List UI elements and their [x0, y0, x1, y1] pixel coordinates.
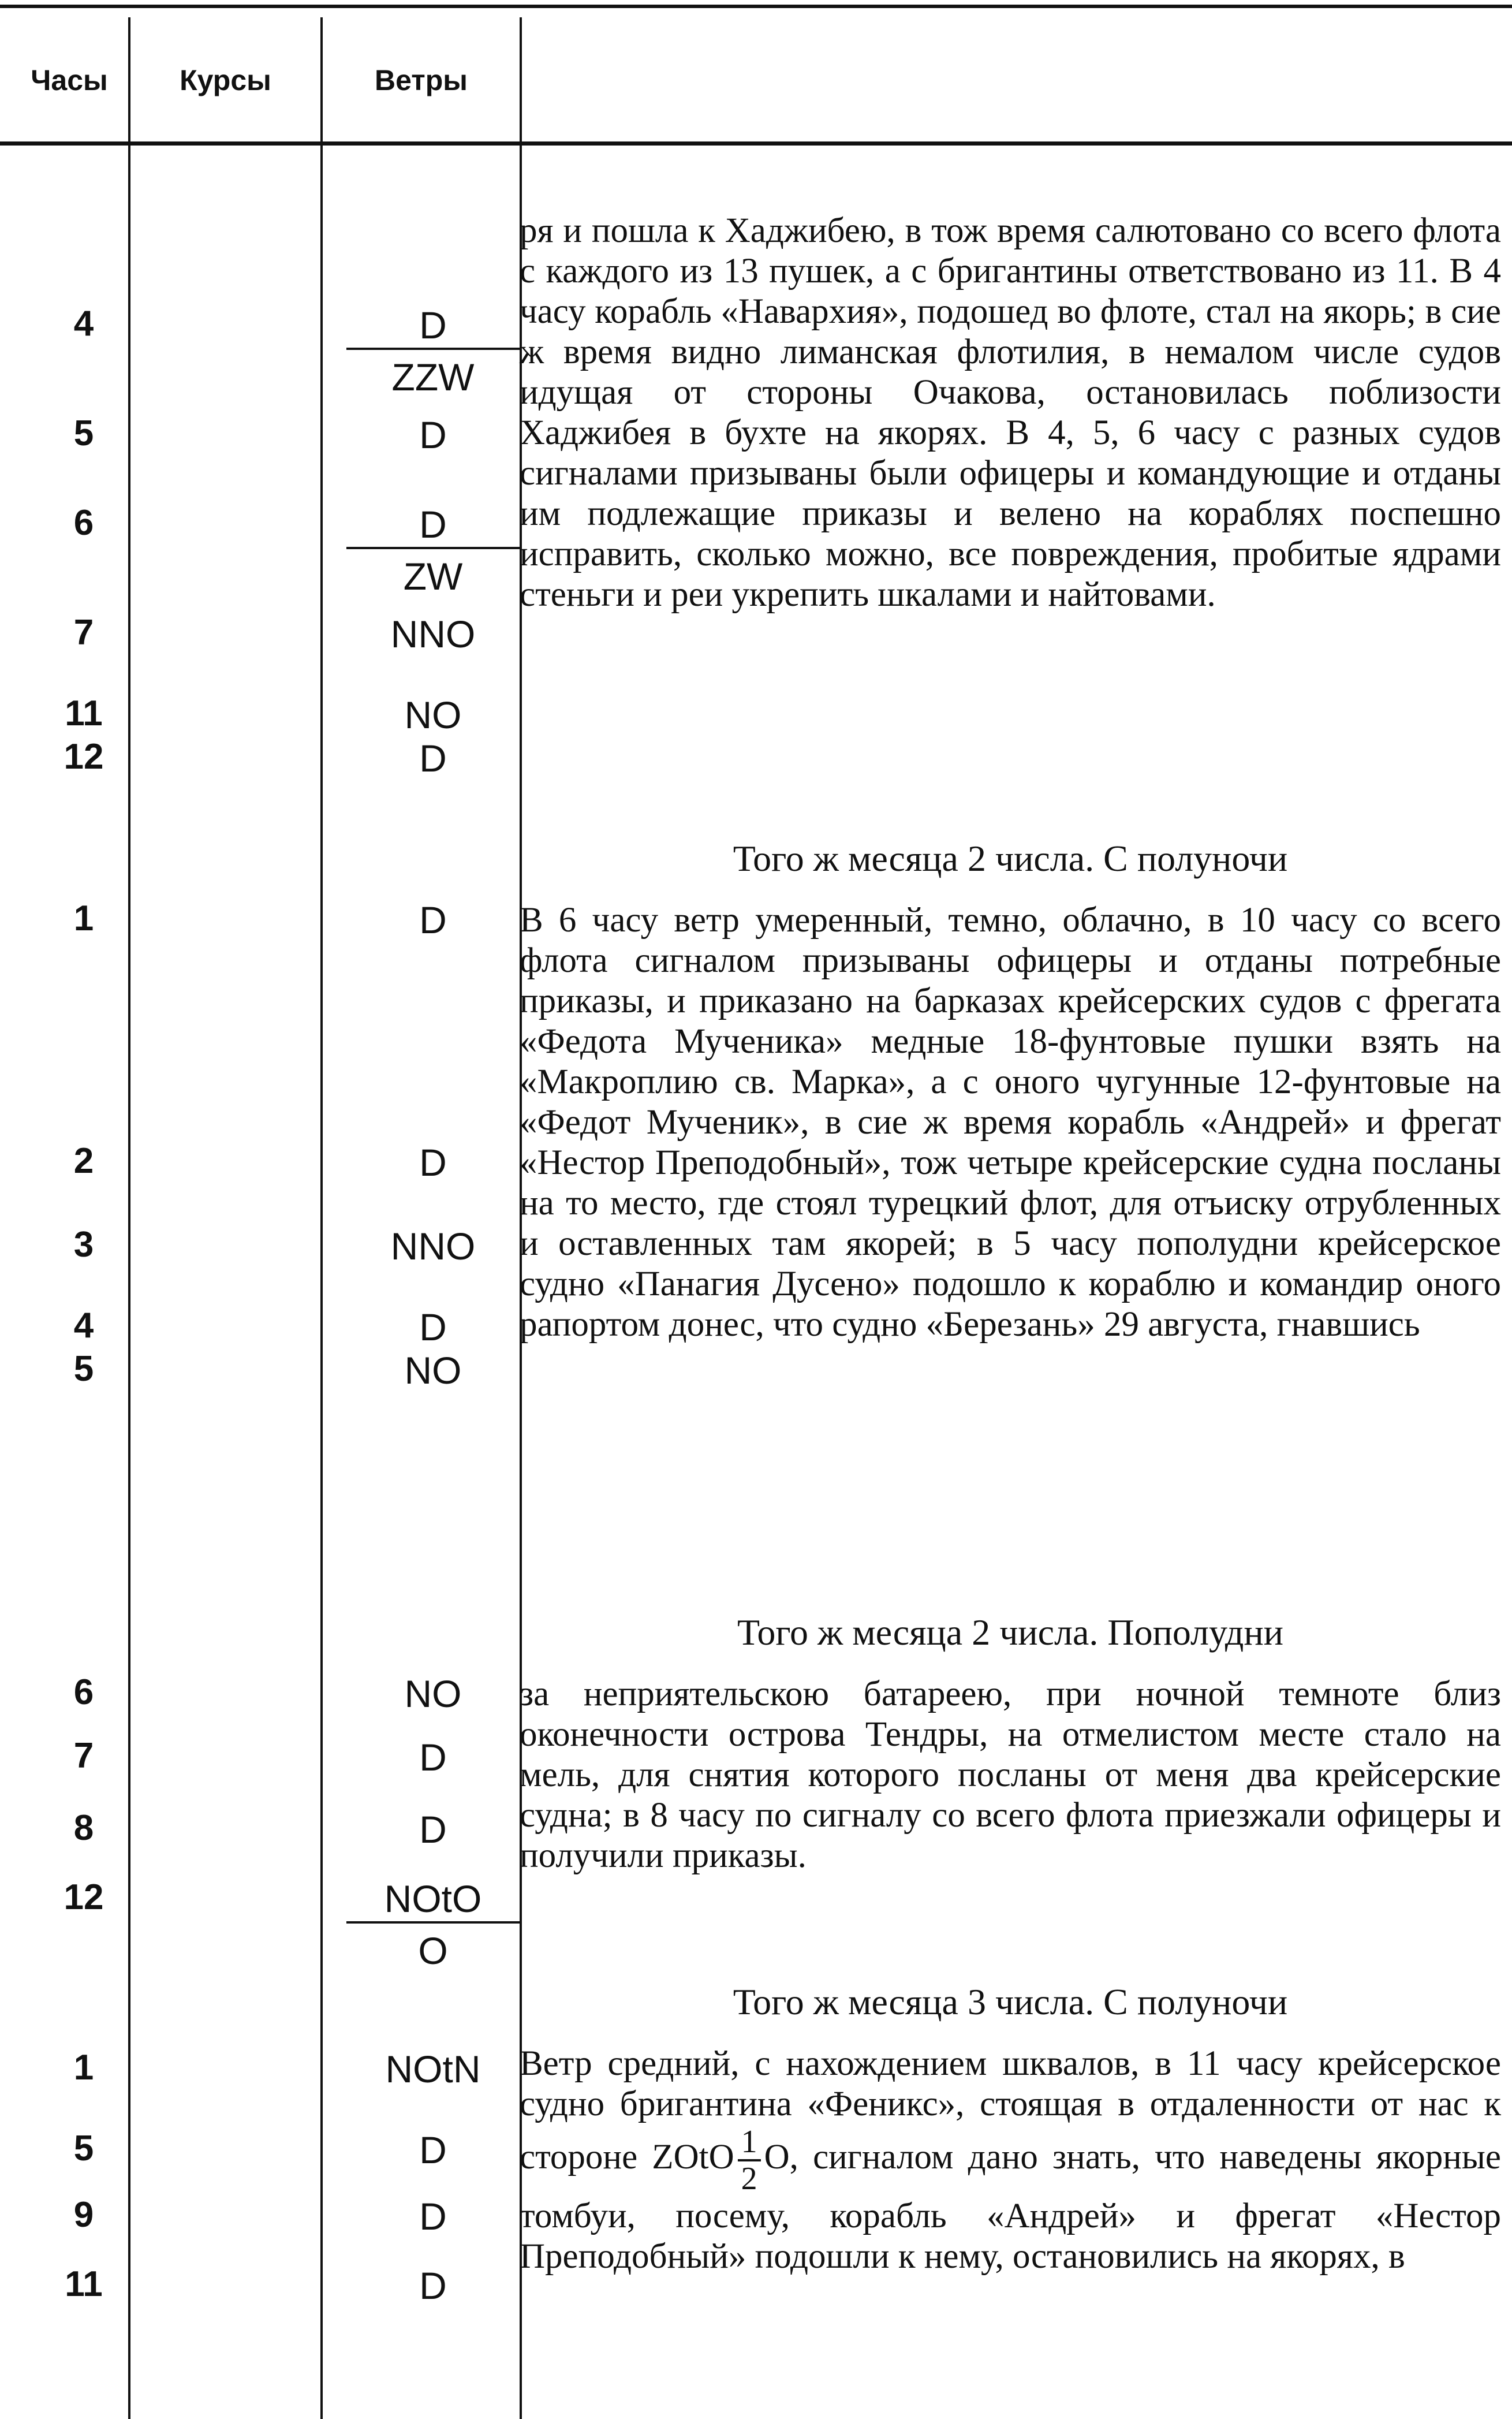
- fraction: [738, 2124, 761, 2196]
- wind-cell: D: [419, 1141, 447, 1184]
- header-winds: Ветры: [375, 64, 468, 96]
- wind-cell: NO: [404, 1349, 462, 1392]
- hour-cell: 5: [73, 1349, 94, 1389]
- hour-cell: 6: [73, 1672, 94, 1712]
- wind-cell: D: [419, 737, 447, 780]
- wind-cell: D: [419, 1808, 447, 1851]
- hour-cell: 9: [73, 2195, 94, 2235]
- top-rule: [0, 5, 1512, 8]
- section-title: Того ж месяца 2 числа. Пополудни: [737, 1612, 1283, 1653]
- wind-cell: D: [346, 505, 520, 549]
- header-rule: [0, 141, 1512, 146]
- section-title: Того ж месяца 3 числа. С полуночи: [733, 1981, 1288, 2022]
- hour-cell: 7: [73, 613, 94, 653]
- wind-cell: D: [419, 899, 447, 941]
- hour-cell: 4: [73, 1306, 94, 1345]
- log-section-2: [520, 840, 1501, 1345]
- hour-cell: 11: [65, 2264, 103, 2304]
- hour-cell: 5: [73, 413, 94, 453]
- section-title: Того ж месяца 2 числа. С полуночи: [733, 838, 1288, 879]
- log-section-1: [520, 211, 1501, 615]
- hour-cell: 2: [73, 1141, 94, 1181]
- wind-cell: D: [419, 1306, 447, 1348]
- header-hours: Часы: [31, 64, 108, 96]
- wind-cell: NO: [404, 1672, 462, 1715]
- hour-cell: 12: [64, 1877, 104, 1917]
- log-section-3: [520, 1614, 1501, 1876]
- wind-cell: D: [346, 306, 520, 350]
- wind-cell: O: [418, 1929, 448, 1972]
- hour-cell: 7: [73, 1736, 94, 1776]
- wind-cell: NNO: [390, 613, 476, 655]
- log-section-4: [520, 1981, 1501, 2277]
- fraction-numerator: 1: [738, 2124, 761, 2161]
- section-text: [520, 2044, 1501, 2277]
- wind-cell: NNO: [390, 1225, 476, 1268]
- wind-cell: D: [419, 2195, 447, 2238]
- wind-cell: D: [419, 413, 447, 456]
- hour-cell: 12: [64, 737, 104, 777]
- col-divider-2: [320, 17, 323, 2419]
- wind-cell: ZW: [403, 555, 463, 598]
- hour-cell: 8: [73, 1808, 94, 1848]
- wind-cell: D: [419, 1736, 447, 1779]
- hour-cell: 6: [73, 503, 94, 543]
- section-text: ря и пошла к Хаджибею, в тож время салютовано со всего флота с каждого из 13 пушек, а с бригантины ответствовано из 11. В 4 часу корабль «Навархия», подошед во флоте, стал на якорь; в сие ж время видно лиманская флотилия, в немалом числе судов идущая от стороны Очакова, остановилась поблизости Хаджибея в бухте на якорях. В 4, 5, 6 часу с разных судов сигналами призываны были офицеры и командующие и отданы им подлежащие приказы и велено на кораблях поспешно исправить, сколько можно, все повреждения, пробитые ядрами стеньги и реи укрепить шкалами и найтовами.: [520, 211, 1501, 614]
- hour-cell: 3: [73, 1225, 94, 1265]
- section-text: за неприятельскою батареею, при ночной темноте близ оконечности острова Тендры, на отмелистом месте стало на мель, для снятия которого посланы от меня два крейсерские судна; в 8 часу по сигналу со всего флота приезжали офицеры и получили приказы.: [520, 1675, 1501, 1875]
- wind-cell: D: [419, 2264, 447, 2307]
- hour-cell: 5: [73, 2129, 94, 2168]
- hour-cell: 11: [65, 694, 103, 733]
- wind-cell: NOtN: [385, 2048, 481, 2090]
- hour-cell: 4: [73, 304, 94, 344]
- fraction-denominator: 2: [741, 2161, 757, 2197]
- text-before-fraction: Ветр средний, с нахождением шквалов, в 11 часу крейсерское судно бригантина «Феникс», стоящая в отдаленности от нас к стороне ZOtO: [520, 2044, 1501, 2176]
- hour-cell: 1: [73, 2048, 94, 2088]
- wind-cell: ZZW: [391, 356, 475, 398]
- text-after-fraction: O, сигналом дано знать, что наведены якорные томбуи, посему, корабль «Андрей» и фрегат «Нестор Преподобный» подошли к нему, остановились на якорях, в: [520, 2138, 1501, 2276]
- header-courses: Курсы: [180, 64, 271, 96]
- hour-cell: 1: [73, 899, 94, 938]
- wind-cell: NO: [404, 694, 462, 736]
- wind-cell: D: [419, 2129, 447, 2171]
- section-text: В 6 часу ветр умеренный, темно, облачно, в 10 часу со всего флота сигналом призываны офицеры и отданы потребные приказы, и приказано на барказах крейсерских судов с фрегата «Федота Мученика» медные 18-фунтовые пушки взять на «Макроплию св. Марка», а с оного чугунные 12-фунтовые на «Федот Мученик», в сие ж время корабль «Андрей» и фрегат «Нестор Преподобный», тож четыре крейсерские судна посланы на то место, где стоял турецкий флот, для отъиску отрубленных и оставленных там якорей; в 5 часу пополудни крейсерское судно «Панагия Дусено» подошло к кораблю и командир оного рапортом донес, что судно «Березань» 29 августа, гнавшись: [520, 901, 1501, 1344]
- wind-cell: NOtO: [346, 1880, 520, 1924]
